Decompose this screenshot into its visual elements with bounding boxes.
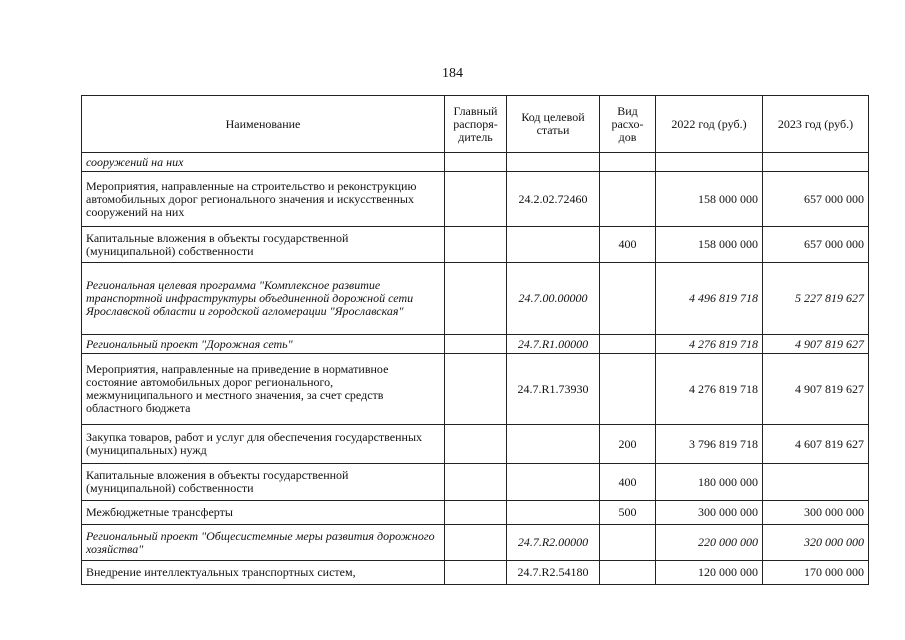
cell-kind: 400	[600, 464, 656, 501]
cell-admin	[445, 335, 507, 354]
page-number: 184	[442, 66, 463, 81]
cell-y2022: 4 496 819 718	[656, 263, 763, 335]
cell-name: Мероприятия, направленные на приведение в нормативное состояние автомобильных дорог регионального, межмуниципального и местного значения, за счет средств областного бюджета	[82, 354, 445, 425]
cell-code: 24.7.R2.54180	[507, 561, 600, 585]
table-row	[82, 501, 869, 525]
header-2023: 2023 год (руб.)	[763, 96, 869, 153]
cell-name: Закупка товаров, работ и услуг для обеспечения государственных (муниципальных) нужд	[82, 425, 445, 464]
cell-y2022	[656, 153, 763, 172]
header-code: Код целевой статьи	[507, 96, 600, 153]
cell-admin	[445, 464, 507, 501]
cell-y2023: 170 000 000	[763, 561, 869, 585]
cell-y2022: 4 276 819 718	[656, 354, 763, 425]
cell-admin	[445, 525, 507, 561]
cell-code	[507, 227, 600, 263]
table-row	[82, 425, 869, 464]
cell-code	[507, 464, 600, 501]
cell-kind	[600, 525, 656, 561]
cell-y2023: 657 000 000	[763, 227, 869, 263]
cell-admin	[445, 263, 507, 335]
cell-name: Региональная целевая программа "Комплексное развитие транспортной инфраструктуры объединенной дорожной сети Ярославской области и городской агломерации "Ярославская"	[82, 263, 445, 335]
cell-kind	[600, 335, 656, 354]
cell-y2022: 4 276 819 718	[656, 335, 763, 354]
table-row	[82, 354, 869, 425]
cell-code	[507, 153, 600, 172]
cell-y2022: 120 000 000	[656, 561, 763, 585]
cell-admin	[445, 153, 507, 172]
header-kind: Вид расхо-дов	[600, 96, 656, 153]
cell-admin	[445, 501, 507, 525]
cell-name: Межбюджетные трансферты	[82, 501, 445, 525]
table-row	[82, 525, 869, 561]
cell-code: 24.2.02.72460	[507, 172, 600, 227]
cell-y2023: 4 907 819 627	[763, 335, 869, 354]
cell-y2023: 300 000 000	[763, 501, 869, 525]
cell-name: Капитальные вложения в объекты государственной (муниципальной) собственности	[82, 464, 445, 501]
cell-y2023: 320 000 000	[763, 525, 869, 561]
cell-y2023	[763, 153, 869, 172]
cell-code	[507, 425, 600, 464]
cell-name: сооружений на них	[82, 153, 445, 172]
cell-admin	[445, 227, 507, 263]
cell-code: 24.7.R1.73930	[507, 354, 600, 425]
cell-y2023: 5 227 819 627	[763, 263, 869, 335]
table-row	[82, 153, 869, 172]
cell-y2022: 3 796 819 718	[656, 425, 763, 464]
table-row	[82, 561, 869, 585]
cell-code	[507, 501, 600, 525]
cell-kind: 500	[600, 501, 656, 525]
cell-admin	[445, 354, 507, 425]
cell-kind	[600, 153, 656, 172]
cell-name: Внедрение интеллектуальных транспортных систем,	[82, 561, 445, 585]
cell-code: 24.7.00.00000	[507, 263, 600, 335]
cell-name: Капитальные вложения в объекты государственной (муниципальной) собственности	[82, 227, 445, 263]
header-2022: 2022 год (руб.)	[656, 96, 763, 153]
cell-kind: 200	[600, 425, 656, 464]
cell-y2023	[763, 464, 869, 501]
cell-code: 24.7.R2.00000	[507, 525, 600, 561]
cell-y2023: 4 607 819 627	[763, 425, 869, 464]
cell-code: 24.7.R1.00000	[507, 335, 600, 354]
cell-y2023: 657 000 000	[763, 172, 869, 227]
budget-table	[81, 95, 869, 585]
cell-y2022: 180 000 000	[656, 464, 763, 501]
cell-kind: 400	[600, 227, 656, 263]
cell-admin	[445, 561, 507, 585]
cell-name: Региональный проект "Общесистемные меры развития дорожного хозяйства"	[82, 525, 445, 561]
table-header-row	[82, 96, 869, 153]
cell-y2022: 158 000 000	[656, 227, 763, 263]
header-admin: Главный распоря-дитель	[445, 96, 507, 153]
table-row	[82, 172, 869, 227]
table-row	[82, 335, 869, 354]
cell-kind	[600, 263, 656, 335]
cell-y2022: 300 000 000	[656, 501, 763, 525]
cell-name: Региональный проект "Дорожная сеть"	[82, 335, 445, 354]
cell-kind	[600, 354, 656, 425]
cell-name: Мероприятия, направленные на строительство и реконструкцию автомобильных дорог регионального значения и искусственных сооружений на них	[82, 172, 445, 227]
cell-kind	[600, 172, 656, 227]
cell-admin	[445, 172, 507, 227]
cell-y2023: 4 907 819 627	[763, 354, 869, 425]
table-row	[82, 263, 869, 335]
cell-kind	[600, 561, 656, 585]
cell-y2022: 220 000 000	[656, 525, 763, 561]
table-row	[82, 464, 869, 501]
cell-admin	[445, 425, 507, 464]
table-row	[82, 227, 869, 263]
cell-y2022: 158 000 000	[656, 172, 763, 227]
header-name: Наименование	[82, 96, 445, 153]
